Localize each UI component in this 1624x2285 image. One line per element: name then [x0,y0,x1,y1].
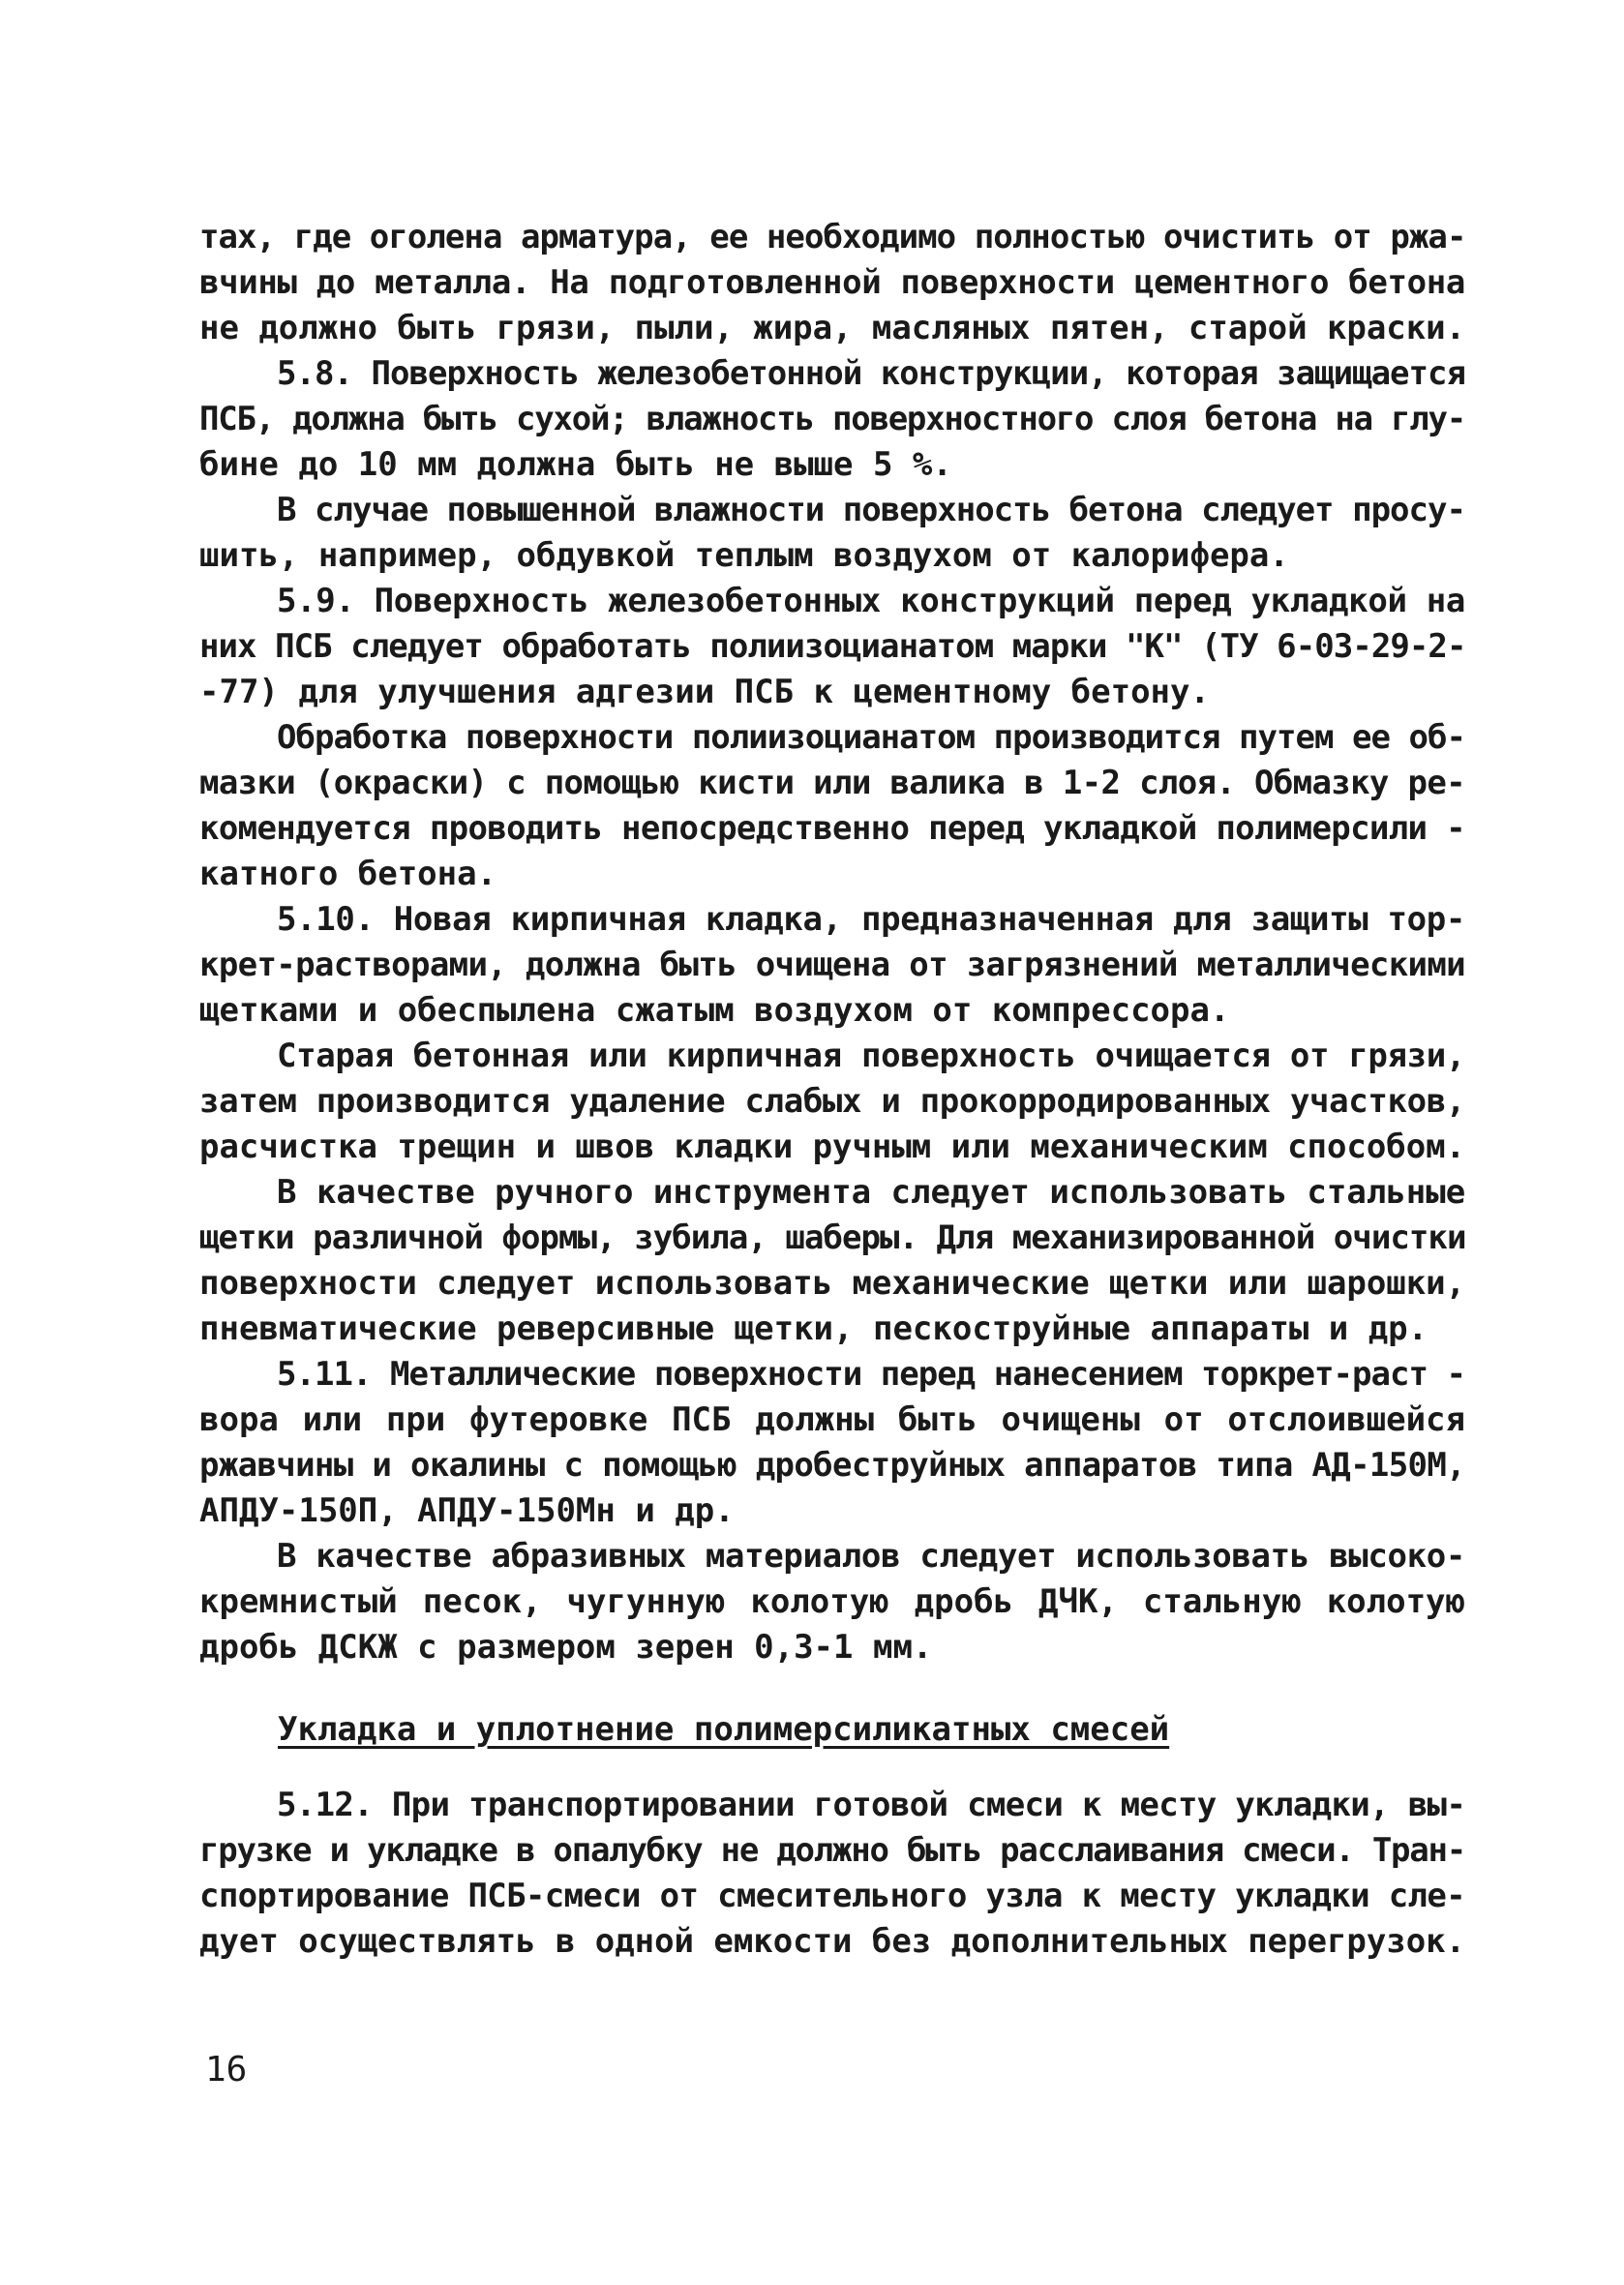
text-line: ПСБ, должна быть сухой; влажность поверхностного слоя бетона на глу- [199,400,1465,438]
text-line: ржавчины и окалины с помощью дробеструйных аппаратов типа АД-150М, [199,1446,1466,1485]
text-line: шить, например, обдувкой теплым воздухом от калорифера. [199,536,1289,575]
text-line: пневматические реверсивные щетки, пескоструйные аппараты и др. [199,1309,1429,1348]
text-line: щетками и обеспылена сжатым воздухом от компрессора. [199,991,1230,1030]
text-line: комендуется проводить непосредственно перед укладкой полимерсили - [199,809,1466,848]
page-number: 16 [205,2050,248,2090]
text-line: расчистка трещин и швов кладки ручным или механическим способом. [199,1127,1466,1166]
text-line: Обработка поверхности полиизоцианатом производится путем ее об- [277,718,1465,757]
body-text-block-2 [199,1783,1465,1965]
text-line: дует осуществлять в одной емкости без дополнительных перегрузок. [199,1922,1466,1961]
text-line: щетки различной формы, зубила, шаберы. Для механизированной очистки [199,1218,1466,1257]
text-line: них ПСБ следует обработать полиизоцианатом марки "К" (ТУ 6-03-29-2- [199,627,1466,666]
text-line: В качестве абразивных материалов следует использовать высоко- [277,1537,1465,1576]
text-line: катного бетона. [199,855,497,893]
text-line: спортирование ПСБ-смеси от смесительного узла к месту укладки сле- [199,1877,1466,1915]
text-line: Старая бетонная или кирпичная поверхность очищается от грязи, [277,1037,1465,1075]
text-line: кремнистый песок, чугунную колотую дробь ДЧК, стальную колотую [199,1582,1465,1621]
text-line: 5.10. Новая кирпичная кладка, предназначенная для защиты тор- [277,900,1465,939]
text-line: -77) для улучшения адгезии ПСБ к цементному бетону. [199,673,1210,711]
text-line: вора или при футеровке ПСБ должны быть очищены от отслоившейся [199,1400,1465,1439]
text-line: бине до 10 мм должна быть не выше 5 %. [199,445,952,484]
text-line: В случае повышенной влажности поверхность бетона следует просу- [277,491,1465,529]
text-line: мазки (окраски) с помощью кисти или валика в 1-2 слоя. Обмазку ре- [199,764,1466,802]
text-line: дробь ДСКЖ с размером зерен 0,3-1 мм. [199,1628,933,1667]
text-line: крет-растворами, должна быть очищена от загрязнений металлическими [199,946,1466,984]
text-line: 5.9. Поверхность железобетонных конструкций перед укладкой на [277,582,1465,620]
text-line: АПДУ-150П, АПДУ-150Мн и др. [199,1491,735,1530]
text-line: тах, где оголена арматура, ее необходимо полностью очистить от ржа- [199,218,1466,256]
section-heading: Укладка и уплотнение полимерсиликатных смесей [278,1710,1170,1749]
text-line: вчины до металла. На подготовленной поверхности цементного бетона [199,263,1465,302]
text-line: грузке и укладке в опалубку не должно быть расслаивания смеси. Тран- [199,1831,1465,1870]
text-line: 5.8. Поверхность железобетонной конструкции, которая защищается [277,354,1465,393]
text-line: В качестве ручного инструмента следует использовать стальные [277,1173,1466,1212]
text-line: не должно быть грязи, пыли, жира, масляных пятен, старой краски. [199,309,1466,347]
text-line: поверхности следует использовать механические щетки или шарошки, [199,1264,1466,1303]
text-line: 5.12. При транспортировании готовой смеси к месту укладки, вы- [277,1786,1466,1824]
text-line: затем производится удаление слабых и прокорродированных участков, [199,1082,1465,1121]
text-line: 5.11. Металлические поверхности перед нанесением торкрет-раст - [277,1355,1465,1394]
body-text-block-1 [199,215,1465,1670]
